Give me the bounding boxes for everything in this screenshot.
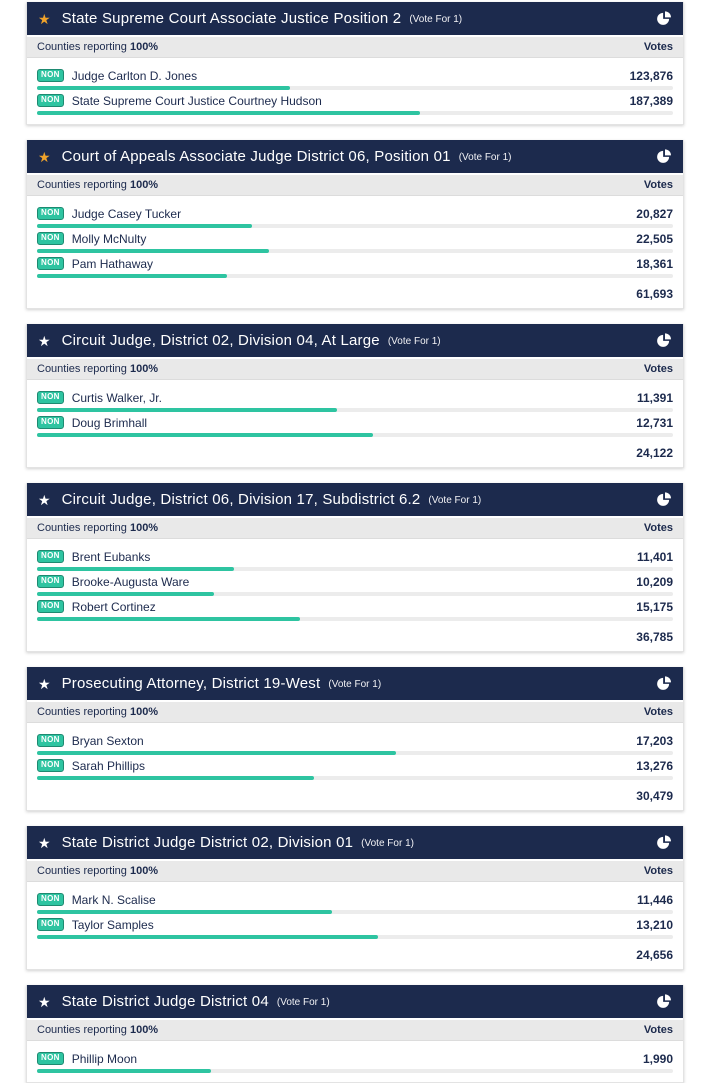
contest-header xyxy=(27,826,683,859)
contest-title: State District Judge District 02, Division 01 xyxy=(61,834,354,851)
counties-reporting xyxy=(37,522,158,534)
votes-column-label: Votes xyxy=(643,1024,673,1036)
candidate-row xyxy=(37,548,673,571)
candidate-votes: 11,401 xyxy=(636,549,673,564)
contest-list xyxy=(0,2,709,1083)
candidate-row xyxy=(37,1050,673,1073)
pie-chart-icon[interactable] xyxy=(654,147,673,166)
result-bar-fill xyxy=(37,935,378,939)
result-bar-fill xyxy=(37,776,314,780)
star-icon: ★ xyxy=(38,491,51,508)
candidate-votes: 11,391 xyxy=(636,390,673,405)
counties-reporting xyxy=(37,363,158,375)
contest-card xyxy=(26,483,684,652)
candidate-name: Mark N. Scalise xyxy=(71,892,156,907)
pie-chart-icon[interactable] xyxy=(654,674,673,693)
result-bar-track xyxy=(37,408,673,412)
reporting-strip xyxy=(27,35,683,58)
star-icon: ★ xyxy=(38,148,51,165)
contest-body xyxy=(27,1041,683,1082)
candidate-name: Curtis Walker, Jr. xyxy=(71,390,162,405)
candidate-votes: 12,731 xyxy=(636,415,673,430)
pie-chart-icon[interactable] xyxy=(654,9,673,28)
candidate-row xyxy=(37,389,673,412)
vote-for-label: (Vote For 1) xyxy=(276,997,330,1008)
votes-column-label: Votes xyxy=(643,706,673,718)
candidate-name: Brent Eubanks xyxy=(71,549,151,564)
party-badge: NON xyxy=(37,759,64,772)
candidate-row xyxy=(37,230,673,253)
counties-reporting-pct: 100% xyxy=(129,179,159,191)
pie-chart-icon[interactable] xyxy=(654,490,673,509)
counties-reporting-label: Counties reporting xyxy=(37,41,130,53)
pie-chart-glyph xyxy=(656,835,671,850)
vote-for-label: (Vote For 1) xyxy=(428,495,482,506)
candidate-line xyxy=(37,916,673,933)
contest-title: State Supreme Court Associate Justice Position 2 xyxy=(61,10,402,27)
candidate-row xyxy=(37,414,673,437)
result-bar-track xyxy=(37,111,673,115)
party-badge: NON xyxy=(37,600,64,613)
candidate-votes: 15,175 xyxy=(636,599,673,614)
pie-chart-icon[interactable] xyxy=(654,331,673,350)
contest-total-votes: 61,693 xyxy=(636,287,673,301)
contest-total-votes: 36,785 xyxy=(636,630,673,644)
counties-reporting-label: Counties reporting xyxy=(37,179,130,191)
result-bar-track xyxy=(37,274,673,278)
candidate-votes: 11,446 xyxy=(636,892,673,907)
candidate-name: Phillip Moon xyxy=(71,1051,138,1066)
pie-chart-glyph xyxy=(656,11,671,26)
contest-card xyxy=(26,2,684,125)
contest-header xyxy=(27,667,683,700)
result-bar-fill xyxy=(37,224,252,228)
contest-total-votes: 30,479 xyxy=(636,789,673,803)
votes-column-label: Votes xyxy=(643,179,673,191)
contest-total-row xyxy=(37,782,673,803)
candidate-line xyxy=(37,732,673,749)
contest-total-row xyxy=(37,623,673,644)
result-bar-fill xyxy=(37,910,332,914)
contest-body xyxy=(27,380,683,467)
candidate-votes: 1,990 xyxy=(642,1051,673,1066)
candidate-votes: 123,876 xyxy=(629,68,673,83)
pie-chart-icon[interactable] xyxy=(654,833,673,852)
candidate-line xyxy=(37,92,673,109)
counties-reporting xyxy=(37,1024,158,1036)
candidate-name: Bryan Sexton xyxy=(71,733,144,748)
candidate-line xyxy=(37,67,673,84)
candidate-name: Taylor Samples xyxy=(71,917,154,932)
candidate-votes: 22,505 xyxy=(636,231,673,246)
contest-header xyxy=(27,140,683,173)
result-bar-track xyxy=(37,86,673,90)
candidate-name: Judge Casey Tucker xyxy=(71,206,182,221)
result-bar-fill xyxy=(37,592,214,596)
contest-title: Circuit Judge, District 02, Division 04, At Large xyxy=(61,332,380,349)
counties-reporting-pct: 100% xyxy=(129,865,159,877)
candidate-row xyxy=(37,255,673,278)
vote-for-label: (Vote For 1) xyxy=(361,838,414,849)
counties-reporting-label: Counties reporting xyxy=(37,1024,130,1036)
candidate-name: Pam Hathaway xyxy=(71,256,154,271)
result-bar-fill xyxy=(37,86,290,90)
candidate-name: Judge Carlton D. Jones xyxy=(71,68,198,83)
contest-total-votes: 24,656 xyxy=(636,948,673,962)
party-badge: NON xyxy=(37,391,64,404)
reporting-strip xyxy=(27,1018,683,1041)
contest-card xyxy=(26,324,684,468)
pie-chart-glyph xyxy=(656,492,671,507)
votes-column-label: Votes xyxy=(643,41,673,53)
contest-total-row xyxy=(37,439,673,460)
candidate-row xyxy=(37,916,673,939)
counties-reporting-pct: 100% xyxy=(129,1024,159,1036)
candidate-row xyxy=(37,757,673,780)
result-bar-track xyxy=(37,751,673,755)
candidate-name: Doug Brimhall xyxy=(71,415,148,430)
party-badge: NON xyxy=(37,257,64,270)
party-badge: NON xyxy=(37,1052,64,1065)
star-icon: ★ xyxy=(38,834,51,851)
candidate-line xyxy=(37,891,673,908)
vote-for-label: (Vote For 1) xyxy=(387,336,441,347)
candidate-name: Robert Cortinez xyxy=(71,599,156,614)
reporting-strip xyxy=(27,516,683,539)
candidate-row xyxy=(37,891,673,914)
candidate-line xyxy=(37,757,673,774)
candidate-name: Molly McNulty xyxy=(71,231,147,246)
party-badge: NON xyxy=(37,94,64,107)
candidate-line xyxy=(37,230,673,247)
counties-reporting-label: Counties reporting xyxy=(37,706,130,718)
candidate-row xyxy=(37,92,673,115)
party-badge: NON xyxy=(37,416,64,429)
candidate-row xyxy=(37,573,673,596)
pie-chart-glyph xyxy=(656,333,671,348)
contest-title: Prosecuting Attorney, District 19-West xyxy=(61,675,321,692)
candidate-votes: 17,203 xyxy=(636,733,673,748)
result-bar-track xyxy=(37,776,673,780)
result-bar-fill xyxy=(37,433,373,437)
candidate-row xyxy=(37,67,673,90)
counties-reporting xyxy=(37,179,158,191)
party-badge: NON xyxy=(37,734,64,747)
contest-card xyxy=(26,985,684,1083)
candidate-line xyxy=(37,389,673,406)
result-bar-fill xyxy=(37,567,234,571)
candidate-votes: 13,276 xyxy=(636,758,673,773)
candidate-line xyxy=(37,414,673,431)
counties-reporting-label: Counties reporting xyxy=(37,363,130,375)
contest-card xyxy=(26,140,684,309)
pie-chart-glyph xyxy=(656,149,671,164)
result-bar-fill xyxy=(37,249,269,253)
contest-title: Circuit Judge, District 06, Division 17, Subdistrict 6.2 xyxy=(61,491,421,508)
vote-for-label: (Vote For 1) xyxy=(328,679,382,690)
party-badge: NON xyxy=(37,550,64,563)
contest-total-votes: 24,122 xyxy=(636,446,673,460)
candidate-votes: 18,361 xyxy=(636,256,673,271)
candidate-row xyxy=(37,732,673,755)
counties-reporting xyxy=(37,865,158,877)
candidate-line xyxy=(37,1050,673,1067)
star-icon: ★ xyxy=(38,10,51,27)
party-badge: NON xyxy=(37,207,64,220)
votes-column-label: Votes xyxy=(643,865,673,877)
star-icon: ★ xyxy=(38,675,51,692)
contest-card xyxy=(26,667,684,811)
counties-reporting-label: Counties reporting xyxy=(37,865,130,877)
contest-body xyxy=(27,196,683,308)
candidate-votes: 20,827 xyxy=(636,206,673,221)
result-bar-track xyxy=(37,433,673,437)
candidate-votes: 10,209 xyxy=(636,574,673,589)
candidate-line xyxy=(37,573,673,590)
result-bar-fill xyxy=(37,111,420,115)
candidate-line xyxy=(37,598,673,615)
pie-chart-glyph xyxy=(656,676,671,691)
result-bar-track xyxy=(37,910,673,914)
vote-for-label: (Vote For 1) xyxy=(458,152,512,163)
contest-title: State District Judge District 04 xyxy=(61,993,269,1010)
counties-reporting-pct: 100% xyxy=(129,706,159,718)
candidate-name: Sarah Phillips xyxy=(71,758,146,773)
contest-body xyxy=(27,539,683,651)
vote-for-label: (Vote For 1) xyxy=(409,14,463,25)
counties-reporting-pct: 100% xyxy=(129,522,159,534)
pie-chart-icon[interactable] xyxy=(654,992,673,1011)
result-bar-track xyxy=(37,249,673,253)
candidate-name: State Supreme Court Justice Courtney Hudson xyxy=(71,93,322,108)
candidate-votes: 13,210 xyxy=(636,917,673,932)
contest-header xyxy=(27,2,683,35)
result-bar-track xyxy=(37,567,673,571)
result-bar-fill xyxy=(37,408,337,412)
star-icon: ★ xyxy=(38,332,51,349)
result-bar-track xyxy=(37,592,673,596)
contest-header xyxy=(27,483,683,516)
candidate-row xyxy=(37,598,673,621)
candidate-line xyxy=(37,205,673,222)
result-bar-track xyxy=(37,1069,673,1073)
contest-header xyxy=(27,324,683,357)
contest-body xyxy=(27,882,683,969)
counties-reporting-label: Counties reporting xyxy=(37,522,130,534)
result-bar-track xyxy=(37,617,673,621)
candidate-row xyxy=(37,205,673,228)
result-bar-track xyxy=(37,224,673,228)
result-bar-fill xyxy=(37,751,396,755)
party-badge: NON xyxy=(37,69,64,82)
votes-column-label: Votes xyxy=(643,363,673,375)
pie-chart-glyph xyxy=(656,994,671,1009)
votes-column-label: Votes xyxy=(643,522,673,534)
contest-header xyxy=(27,985,683,1018)
counties-reporting-pct: 100% xyxy=(129,41,159,53)
contest-body xyxy=(27,723,683,810)
party-badge: NON xyxy=(37,232,64,245)
star-icon: ★ xyxy=(38,993,51,1010)
candidate-votes: 187,389 xyxy=(629,93,673,108)
result-bar-fill xyxy=(37,1069,211,1073)
contest-total-row xyxy=(37,280,673,301)
reporting-strip xyxy=(27,700,683,723)
counties-reporting xyxy=(37,706,158,718)
contest-body xyxy=(27,58,683,124)
contest-total-row xyxy=(37,941,673,962)
candidate-line xyxy=(37,548,673,565)
result-bar-fill xyxy=(37,274,227,278)
result-bar-track xyxy=(37,935,673,939)
party-badge: NON xyxy=(37,893,64,906)
party-badge: NON xyxy=(37,918,64,931)
candidate-name: Brooke-Augusta Ware xyxy=(71,574,190,589)
reporting-strip xyxy=(27,357,683,380)
contest-title: Court of Appeals Associate Judge District 06, Position 01 xyxy=(61,148,451,165)
contest-card xyxy=(26,826,684,970)
reporting-strip xyxy=(27,173,683,196)
party-badge: NON xyxy=(37,575,64,588)
counties-reporting-pct: 100% xyxy=(129,363,159,375)
reporting-strip xyxy=(27,859,683,882)
result-bar-fill xyxy=(37,617,300,621)
candidate-line xyxy=(37,255,673,272)
counties-reporting xyxy=(37,41,158,53)
